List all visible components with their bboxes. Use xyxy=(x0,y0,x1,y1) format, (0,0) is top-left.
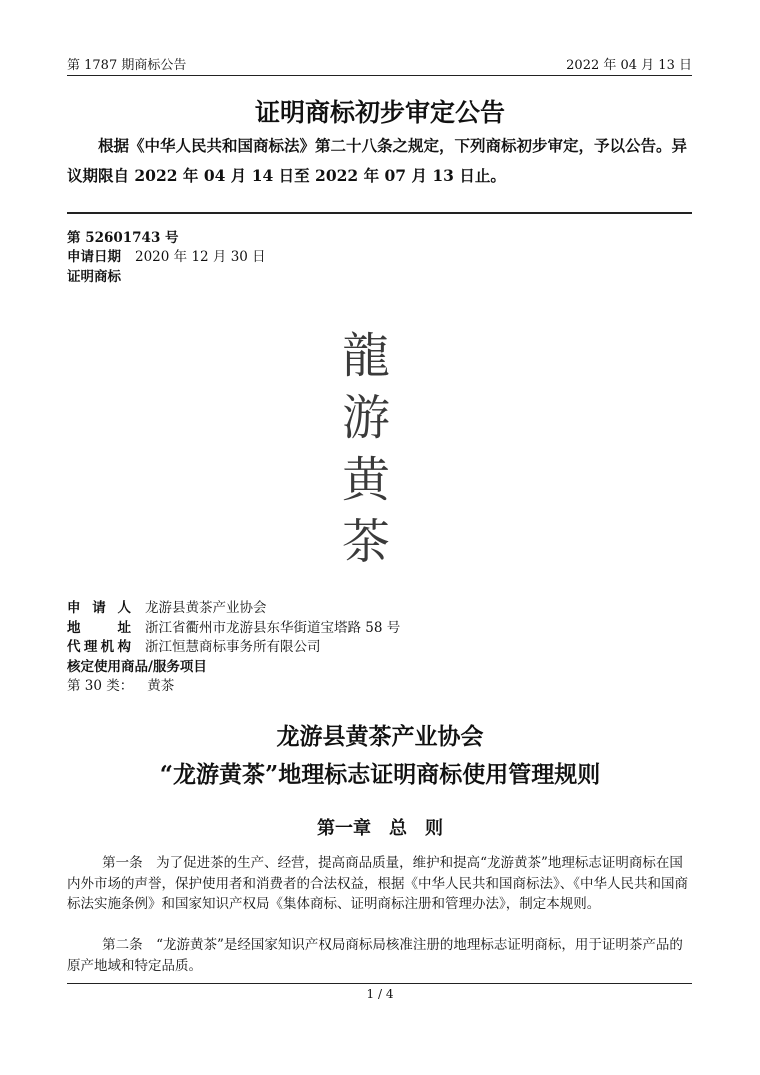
class-row xyxy=(67,677,174,696)
page-title: 证明商标初步审定公告 xyxy=(254,98,505,127)
applicant-label: 申 请 人 xyxy=(67,600,131,616)
class-label: 第 30 类： xyxy=(67,678,134,694)
address-label: 地 址 xyxy=(67,620,131,636)
goods-label: 核定使用商品/服务项目 xyxy=(67,659,207,675)
header-rule xyxy=(67,75,692,76)
mark-type: 证明商标 xyxy=(67,269,121,285)
agent-row xyxy=(67,638,321,657)
mark-char: 游 xyxy=(341,390,390,446)
issue-date: 2022 年 04 月 13 日 xyxy=(566,58,692,73)
class-value: 黄茶 xyxy=(147,678,175,694)
article-2: 第二条 “龙游黄茶”是经国家知识产权局商标局核准注册的地理标志证明商标，用于证明茶产品的原产地域和特定品质。 xyxy=(67,937,683,974)
mark-char: 茶 xyxy=(341,514,390,570)
article-1: 第一条 为了促进茶的生产、经营，提高商品质量，维护和提高“龙游黄茶”地理标志证明商标在国内外市场的声誉，保护使用者和消费者的合法权益，根据《中华人民共和国商标法》、《中华人民共和国商标法实施条例》和国家知识产权局《集体商标、证明商标注册和管理办法》，制定本规则。 xyxy=(67,855,688,912)
mark-char: 黄 xyxy=(341,452,390,508)
section-rule xyxy=(67,212,692,214)
page-number: 1 / 4 xyxy=(366,987,394,1001)
rules-title-line1: 龙游县黄茶产业协会 xyxy=(276,723,484,750)
rules-title-line2: “龙游黄茶”地理标志证明商标使用管理规则 xyxy=(159,761,601,788)
mark-char: 龍 xyxy=(341,328,390,384)
agent-label: 代理机构 xyxy=(67,639,131,655)
apply-date-label: 申请日期 xyxy=(67,249,121,265)
applicant-row xyxy=(67,599,267,618)
trademark-image xyxy=(330,325,402,573)
apply-date-value: 2020 年 12 月 30 日 xyxy=(135,249,266,265)
address-row xyxy=(67,619,400,638)
issue-number: 第 1787 期商标公告 xyxy=(67,58,187,73)
chapter-heading: 第一章 总 则 xyxy=(317,818,443,839)
agent-value: 浙江恒慧商标事务所有限公司 xyxy=(145,639,321,655)
registration-number: 第 52601743 号 xyxy=(67,230,179,246)
footer-rule xyxy=(67,983,692,984)
address-value: 浙江省衢州市龙游县东华街道宝塔路 58 号 xyxy=(145,620,401,636)
apply-date-row xyxy=(67,248,266,267)
applicant-value: 龙游县黄茶产业协会 xyxy=(145,600,267,616)
intro-paragraph: 根据《中华人民共和国商标法》第二十八条之规定，下列商标初步审定，予以公告。异议期限自 2022 年 04 月 14 日至 2022 年 07 月 13 日止。 xyxy=(67,136,688,185)
